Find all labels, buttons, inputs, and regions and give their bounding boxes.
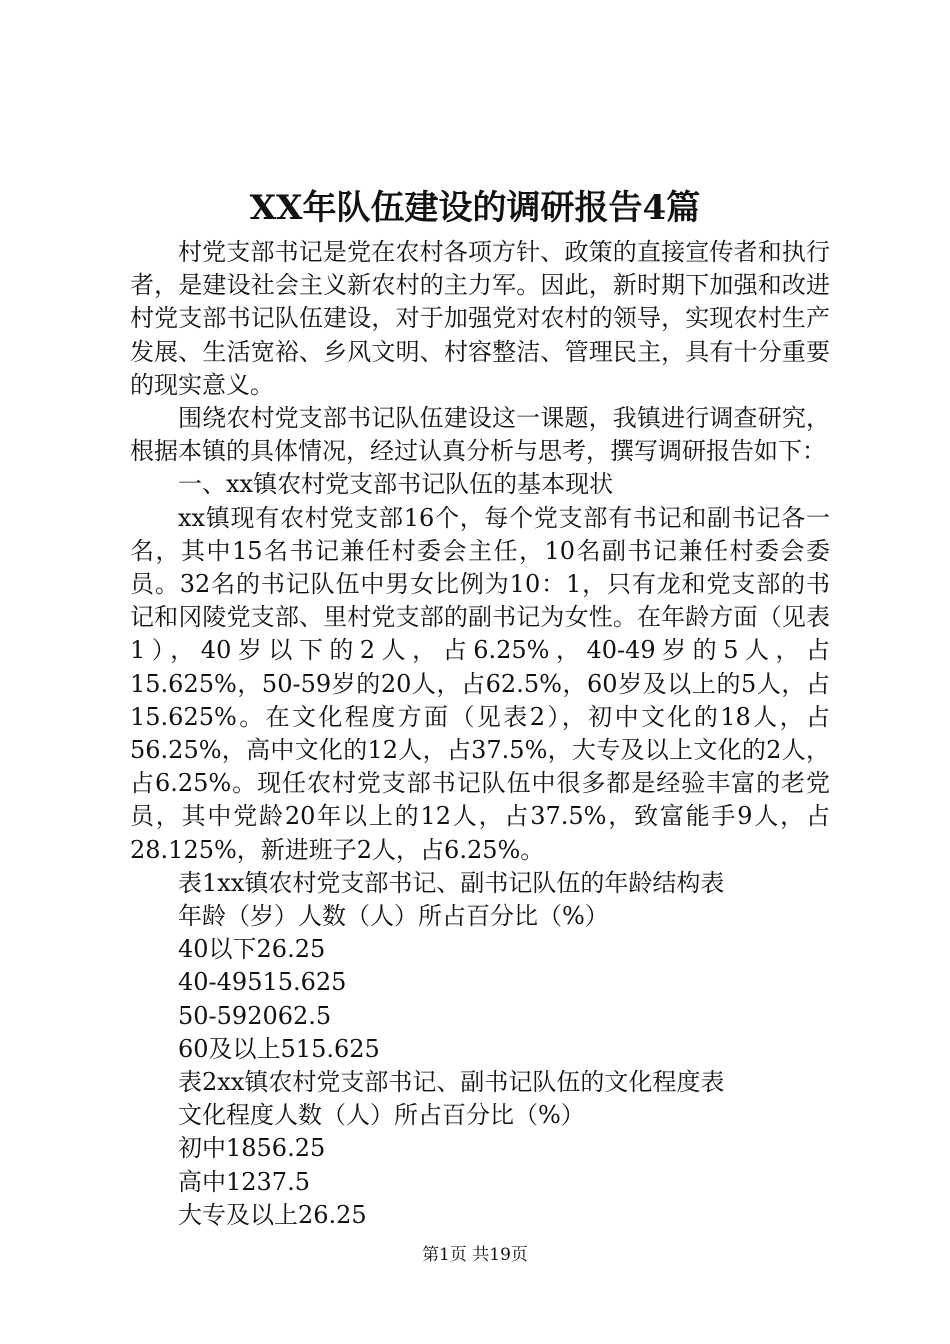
paragraph-status: xx镇现有农村党支部16个，每个党支部有书记和副书记各一名，其中15名书记兼任村委会主任，10名副书记兼任村委会委员。32名的书记队伍中男女比例为10：1，只有龙和党支部的书记和冈陵党支部、里村党支部的副书记为女性。在年龄方面（见表1），40岁以下的2人，占6.25%，40-49岁的5人，占15.625%，50-59岁的20人，占62.5%，60岁及以上的5人，占15.625%。在文化程度方面（见表2），初中文化的18人，占56.25%，高中文化的12人，占37.5%，大专及以上文化的2人，占6.25%。现任农村党支部书记队伍中很多都是经验丰富的老党员，其中党龄20年以上的12人，占37.5%，致富能手9人，占28.125%，新进班子2人，占6.25%。 [130, 503, 830, 864]
table1-row: 40-49515.625 [178, 968, 347, 997]
table1-caption: 表1xx镇农村党支部书记、副书记队伍的年龄结构表 [178, 868, 725, 897]
page-footer: 第1页 共19页 [422, 1245, 528, 1265]
table1-row: 50-592062.5 [178, 1001, 332, 1030]
table1-row: 40以下26.25 [178, 935, 326, 964]
table1-header: 年龄（岁）人数（人）所占百分比（%） [178, 902, 609, 931]
paragraph-purpose: 围绕农村党支部书记队伍建设这一课题，我镇进行调查研究，根据本镇的具体情况，经过认真分析与思考，撰写调研报告如下： [130, 404, 830, 466]
document-body [130, 236, 830, 1232]
document-title: XX年队伍建设的调研报告4篇 [249, 188, 701, 228]
table1-row: 60及以上515.625 [178, 1034, 380, 1063]
table2-caption: 表2xx镇农村党支部书记、副书记队伍的文化程度表 [178, 1068, 725, 1097]
table2-row: 高中1237.5 [178, 1167, 310, 1196]
section-heading: 一、xx镇农村党支部书记队伍的基本现状 [178, 470, 614, 499]
table2-row: 初中1856.25 [178, 1134, 326, 1163]
table2-header: 文化程度人数（人）所占百分比（%） [178, 1101, 585, 1130]
table2-row: 大专及以上26.25 [178, 1200, 367, 1229]
paragraph-intro: 村党支部书记是党在农村各项方针、政策的直接宣传者和执行者，是建设社会主义新农村的主力军。因此，新时期下加强和改进村党支部书记队伍建设，对于加强党对农村的领导，实现农村生产发展、生活宽裕、乡风文明、村容整洁、管理民主，具有十分重要的现实意义。 [130, 238, 830, 399]
